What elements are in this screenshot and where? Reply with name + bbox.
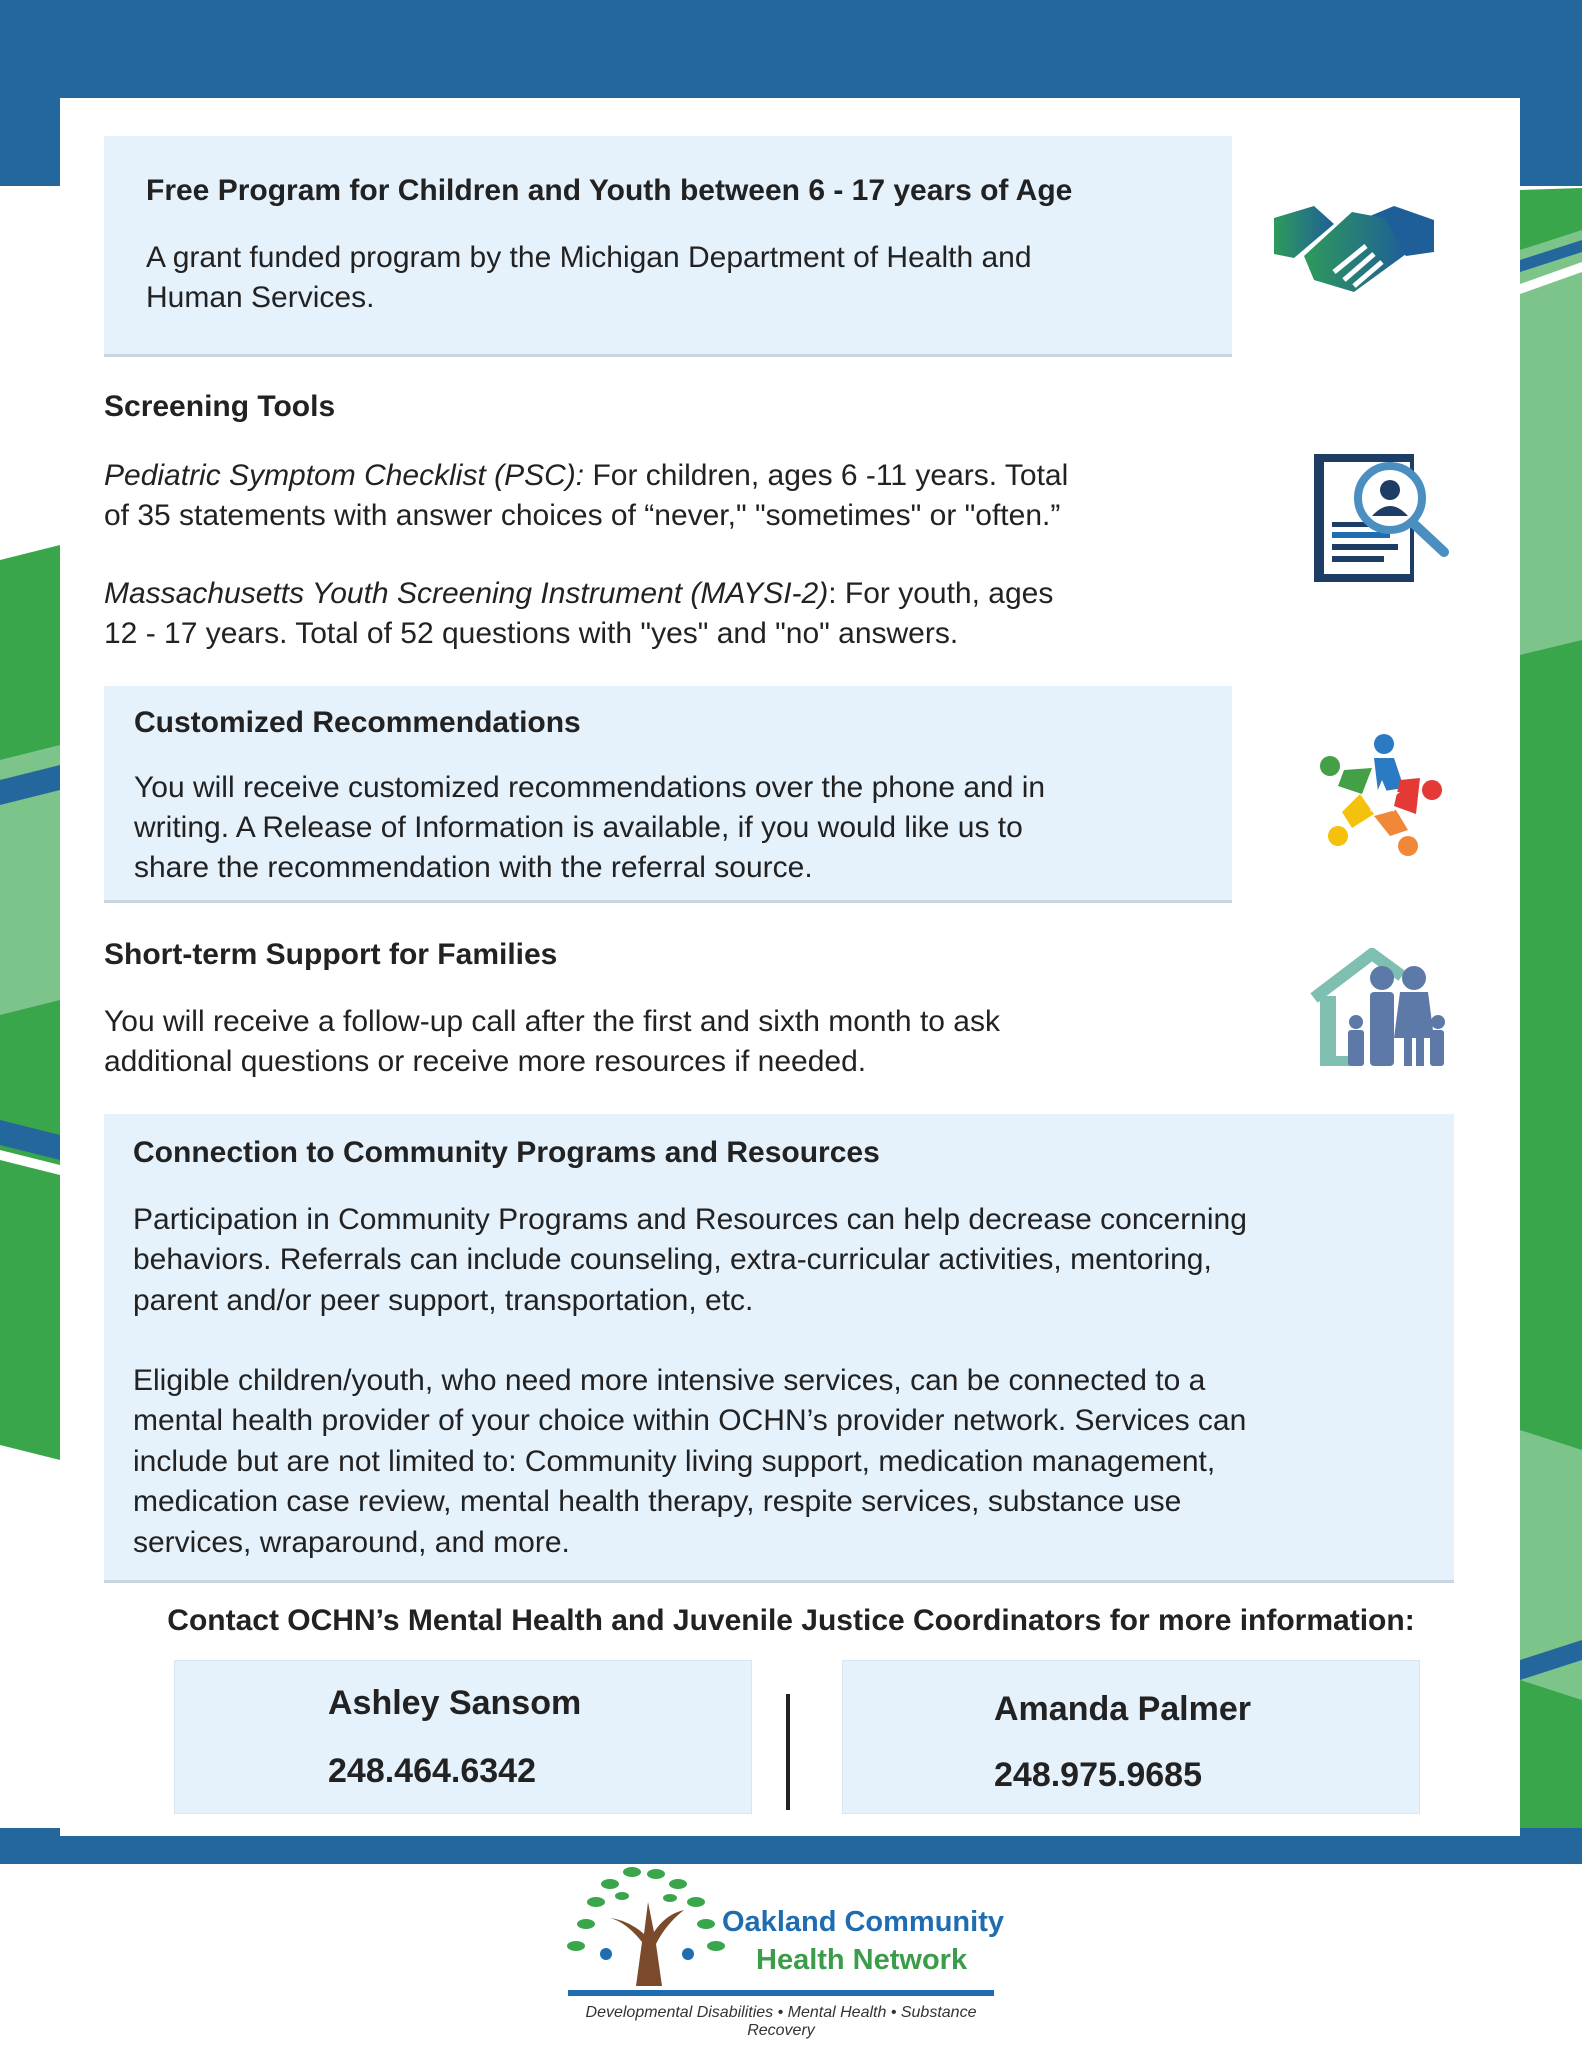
intro-line-2: Human Services. — [146, 281, 375, 314]
logo-line-1: Oakland Community — [722, 1906, 1004, 1938]
contact-right-phone[interactable]: 248.975.9685 — [994, 1756, 1202, 1794]
maysi-line-1 — [104, 574, 1053, 614]
maysi-text-1: : For youth, ages — [828, 577, 1054, 610]
recommendations-line-2: writing. A Release of Information is available, if you would like us to — [134, 811, 1023, 844]
contact-heading: Contact OCHN’s Mental Health and Juvenile Justice Coordinators for more information: — [167, 1604, 1415, 1637]
logo-line-2: Health Network — [756, 1944, 968, 1976]
tree-logo-icon — [566, 1862, 726, 1990]
community-p2-line-4: medication case review, mental health therapy, respite services, substance use — [133, 1485, 1182, 1518]
community-p2-line-3: include but are not limited to: Community living support, medication management, — [133, 1445, 1216, 1478]
community-p2-line-1: Eligible children/youth, who need more intensive services, can be connected to a — [133, 1364, 1206, 1397]
family-house-icon — [1310, 948, 1446, 1070]
intro-line-1: A grant funded program by the Michigan Department of Health and — [146, 241, 1032, 274]
logo-tagline: Developmental Disabilities • Mental Health • Substance Recovery — [585, 2004, 977, 2039]
recommendations-line-3: share the recommendation with the referral source. — [134, 851, 813, 884]
community-p1-line-2: behaviors. Referrals can include counseling, extra-curricular activities, mentoring, — [133, 1243, 1212, 1276]
contact-divider — [786, 1694, 790, 1810]
recommendations-line-1: You will receive customized recommendations over the phone and in — [134, 771, 1046, 804]
contact-left-phone[interactable]: 248.464.6342 — [328, 1752, 536, 1790]
screening-title: Screening Tools — [104, 390, 336, 423]
psc-name: Pediatric Symptom Checklist (PSC): — [104, 459, 585, 492]
maysi-name: Massachusetts Youth Screening Instrument (MAYSI-2) — [104, 577, 829, 610]
psc-line-2: of 35 statements with answer choices of “never," "sometimes" or "often.” — [104, 499, 1061, 532]
handshake-icon — [1274, 196, 1434, 300]
recommendations-title: Customized Recommendations — [134, 706, 581, 739]
community-p1-line-3: parent and/or peer support, transportation, etc. — [133, 1284, 754, 1317]
contact-right-name: Amanda Palmer — [994, 1690, 1251, 1728]
support-title: Short-term Support for Families — [104, 938, 558, 971]
intro-title: Free Program for Children and Youth between 6 - 17 years of Age — [146, 174, 1073, 207]
community-p2-line-2: mental health provider of your choice within OCHN’s provider network. Services can — [133, 1404, 1247, 1437]
psc-text-1: For children, ages 6 -11 years. Total — [584, 459, 1069, 492]
maysi-line-2: 12 - 17 years. Total of 52 questions with "yes" and "no" answers. — [104, 617, 959, 650]
logo-bar — [568, 1990, 994, 1996]
team-circle-icon — [1316, 730, 1446, 860]
document-search-icon — [1308, 448, 1450, 590]
contact-left-name: Ashley Sansom — [328, 1684, 582, 1722]
support-line-1: You will receive a follow-up call after the first and sixth month to ask — [104, 1005, 1000, 1038]
support-line-2: additional questions or receive more resources if needed. — [104, 1045, 867, 1078]
community-p1-line-1: Participation in Community Programs and Resources can help decrease concerning — [133, 1203, 1247, 1236]
community-p2-line-5: services, wraparound, and more. — [133, 1526, 570, 1559]
psc-line-1 — [104, 456, 1068, 496]
community-title: Connection to Community Programs and Resources — [133, 1136, 880, 1169]
